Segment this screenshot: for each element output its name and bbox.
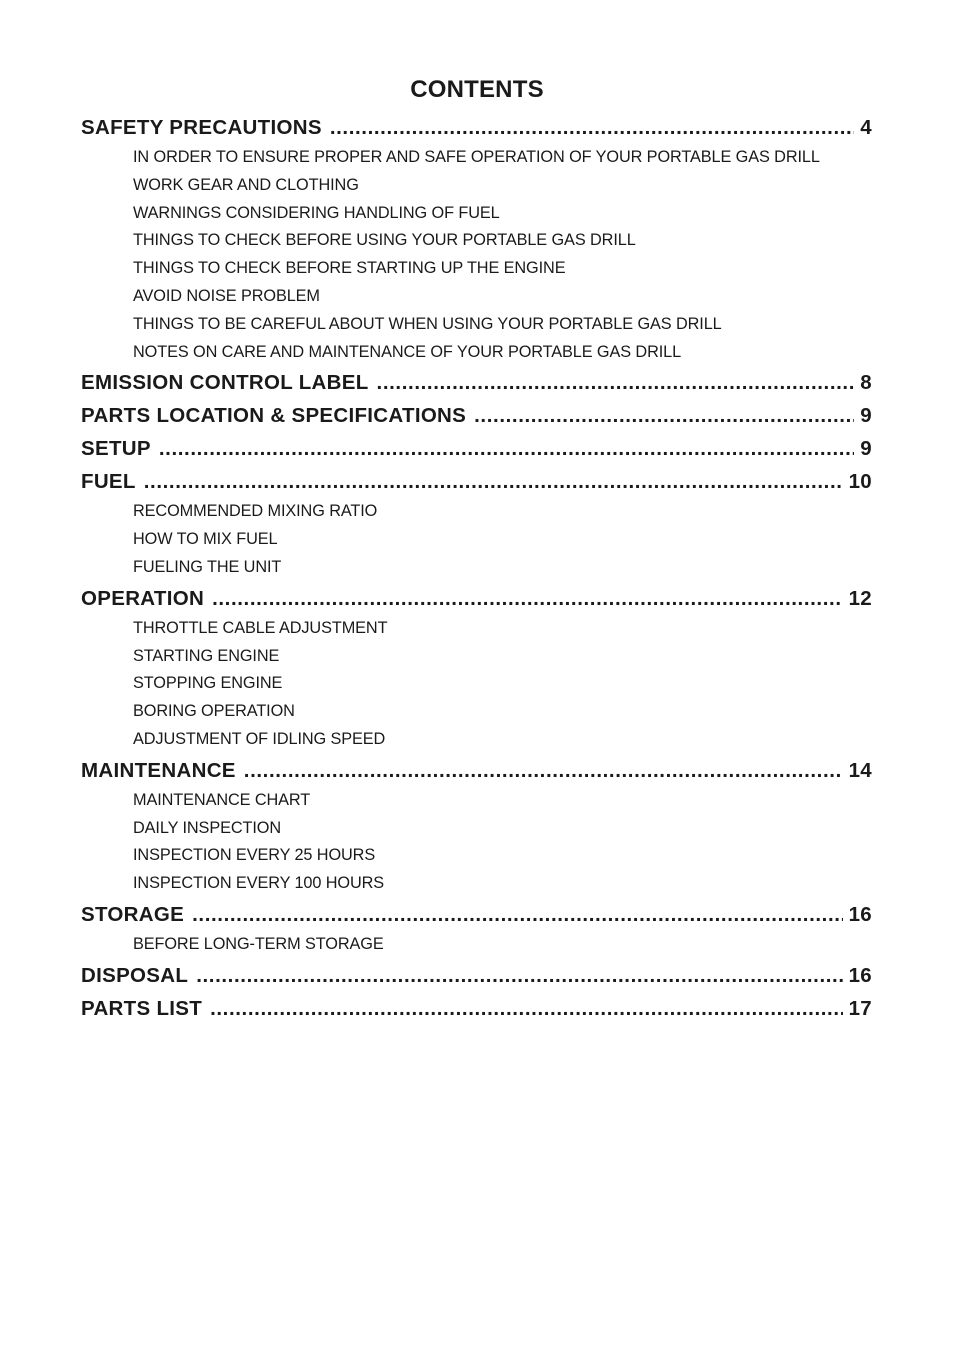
toc-page-number: 16 <box>848 963 872 987</box>
toc-entry-label: MAINTENANCE <box>81 758 236 782</box>
toc-subsection-list <box>81 931 872 959</box>
toc-entry-label: DISPOSAL <box>81 963 189 987</box>
dot-leader <box>377 366 855 399</box>
toc-subsection[interactable]: BORING OPERATION <box>133 702 295 721</box>
toc-page-number: 10 <box>848 470 872 494</box>
toc-subsection[interactable]: THROTTLE CABLE ADJUSTMENT <box>133 618 388 637</box>
dot-leader <box>330 111 854 144</box>
toc-subsection[interactable]: STOPPING ENGINE <box>133 674 283 693</box>
toc-subsection-list <box>81 498 872 581</box>
toc-entry-label: SETUP <box>81 437 151 461</box>
toc-entry[interactable] <box>81 992 872 1025</box>
toc-entry-label: EMISSION CONTROL LABEL <box>81 371 369 395</box>
dot-leader <box>196 959 842 992</box>
toc-subsection[interactable]: WORK GEAR AND CLOTHING <box>133 175 359 194</box>
toc-subsection-list <box>81 144 872 366</box>
toc-subsection-list <box>81 615 872 754</box>
toc-subsection[interactable]: HOW TO MIX FUEL <box>133 530 278 549</box>
dot-leader <box>210 992 843 1025</box>
toc-page-number: 9 <box>860 437 872 461</box>
toc-entry-label: PARTS LOCATION & SPECIFICATIONS <box>81 404 467 428</box>
dot-leader <box>244 754 843 787</box>
toc-subsection[interactable]: BEFORE LONG-TERM STORAGE <box>133 934 384 953</box>
toc-entry-label: STORAGE <box>81 902 185 926</box>
toc-subsection[interactable]: RECOMMENDED MIXING RATIO <box>133 502 378 521</box>
toc-subsection[interactable]: THINGS TO CHECK BEFORE USING YOUR PORTABLE GAS DRILL <box>133 231 636 250</box>
dot-leader <box>192 898 842 931</box>
toc-subsection[interactable]: WARNINGS CONSIDERING HANDLING OF FUEL <box>133 203 500 222</box>
dot-leader <box>474 399 854 432</box>
dot-leader <box>159 432 854 465</box>
toc-entry-label: PARTS LIST <box>81 996 203 1020</box>
toc-entry[interactable] <box>81 582 872 615</box>
toc-subsection[interactable]: AVOID NOISE PROBLEM <box>133 286 320 305</box>
toc-page-number: 8 <box>860 371 872 395</box>
toc-subsection[interactable]: FUELING THE UNIT <box>133 557 282 576</box>
toc-entry-label: FUEL <box>81 470 136 494</box>
toc-page-number: 9 <box>860 404 872 428</box>
toc-entry[interactable] <box>81 959 872 992</box>
toc-page-number: 17 <box>848 996 872 1020</box>
toc-subsection[interactable]: INSPECTION EVERY 25 HOURS <box>133 846 376 865</box>
toc-entry[interactable] <box>81 399 872 432</box>
toc-page-number: 14 <box>848 758 872 782</box>
toc-page-number: 4 <box>860 116 872 139</box>
toc-entry[interactable] <box>81 111 872 144</box>
toc-entry[interactable] <box>81 465 872 498</box>
toc-entry[interactable] <box>81 754 872 787</box>
table-of-contents <box>81 111 872 1025</box>
toc-subsection[interactable]: MAINTENANCE CHART <box>133 790 311 809</box>
toc-entry-label: OPERATION <box>81 586 205 610</box>
toc-entry[interactable] <box>81 898 872 931</box>
toc-entry[interactable] <box>81 432 872 465</box>
toc-subsection[interactable]: NOTES ON CARE AND MAINTENANCE OF YOUR PORTABLE GAS DRILL <box>133 342 682 361</box>
toc-subsection[interactable]: INSPECTION EVERY 100 HOURS <box>133 874 385 893</box>
toc-subsection[interactable]: THINGS TO BE CAREFUL ABOUT WHEN USING YOUR PORTABLE GAS DRILL <box>133 314 722 333</box>
toc-subsection[interactable]: IN ORDER TO ENSURE PROPER AND SAFE OPERATION OF YOUR PORTABLE GAS DRILL <box>133 148 820 166</box>
toc-subsection[interactable]: ADJUSTMENT OF IDLING SPEED <box>133 729 386 748</box>
toc-subsection[interactable]: THINGS TO CHECK BEFORE STARTING UP THE ENGINE <box>133 259 566 278</box>
toc-subsection[interactable]: DAILY INSPECTION <box>133 818 281 837</box>
toc-page-number: 12 <box>848 586 872 610</box>
dot-leader <box>144 465 843 498</box>
toc-entry-label: SAFETY PRECAUTIONS <box>81 116 322 139</box>
toc-subsection[interactable]: STARTING ENGINE <box>133 646 280 665</box>
dot-leader <box>212 582 843 615</box>
toc-page-number: 16 <box>848 902 872 926</box>
toc-entry[interactable] <box>81 366 872 399</box>
toc-subsection-list <box>81 787 872 898</box>
page-title: CONTENTS <box>410 76 544 103</box>
